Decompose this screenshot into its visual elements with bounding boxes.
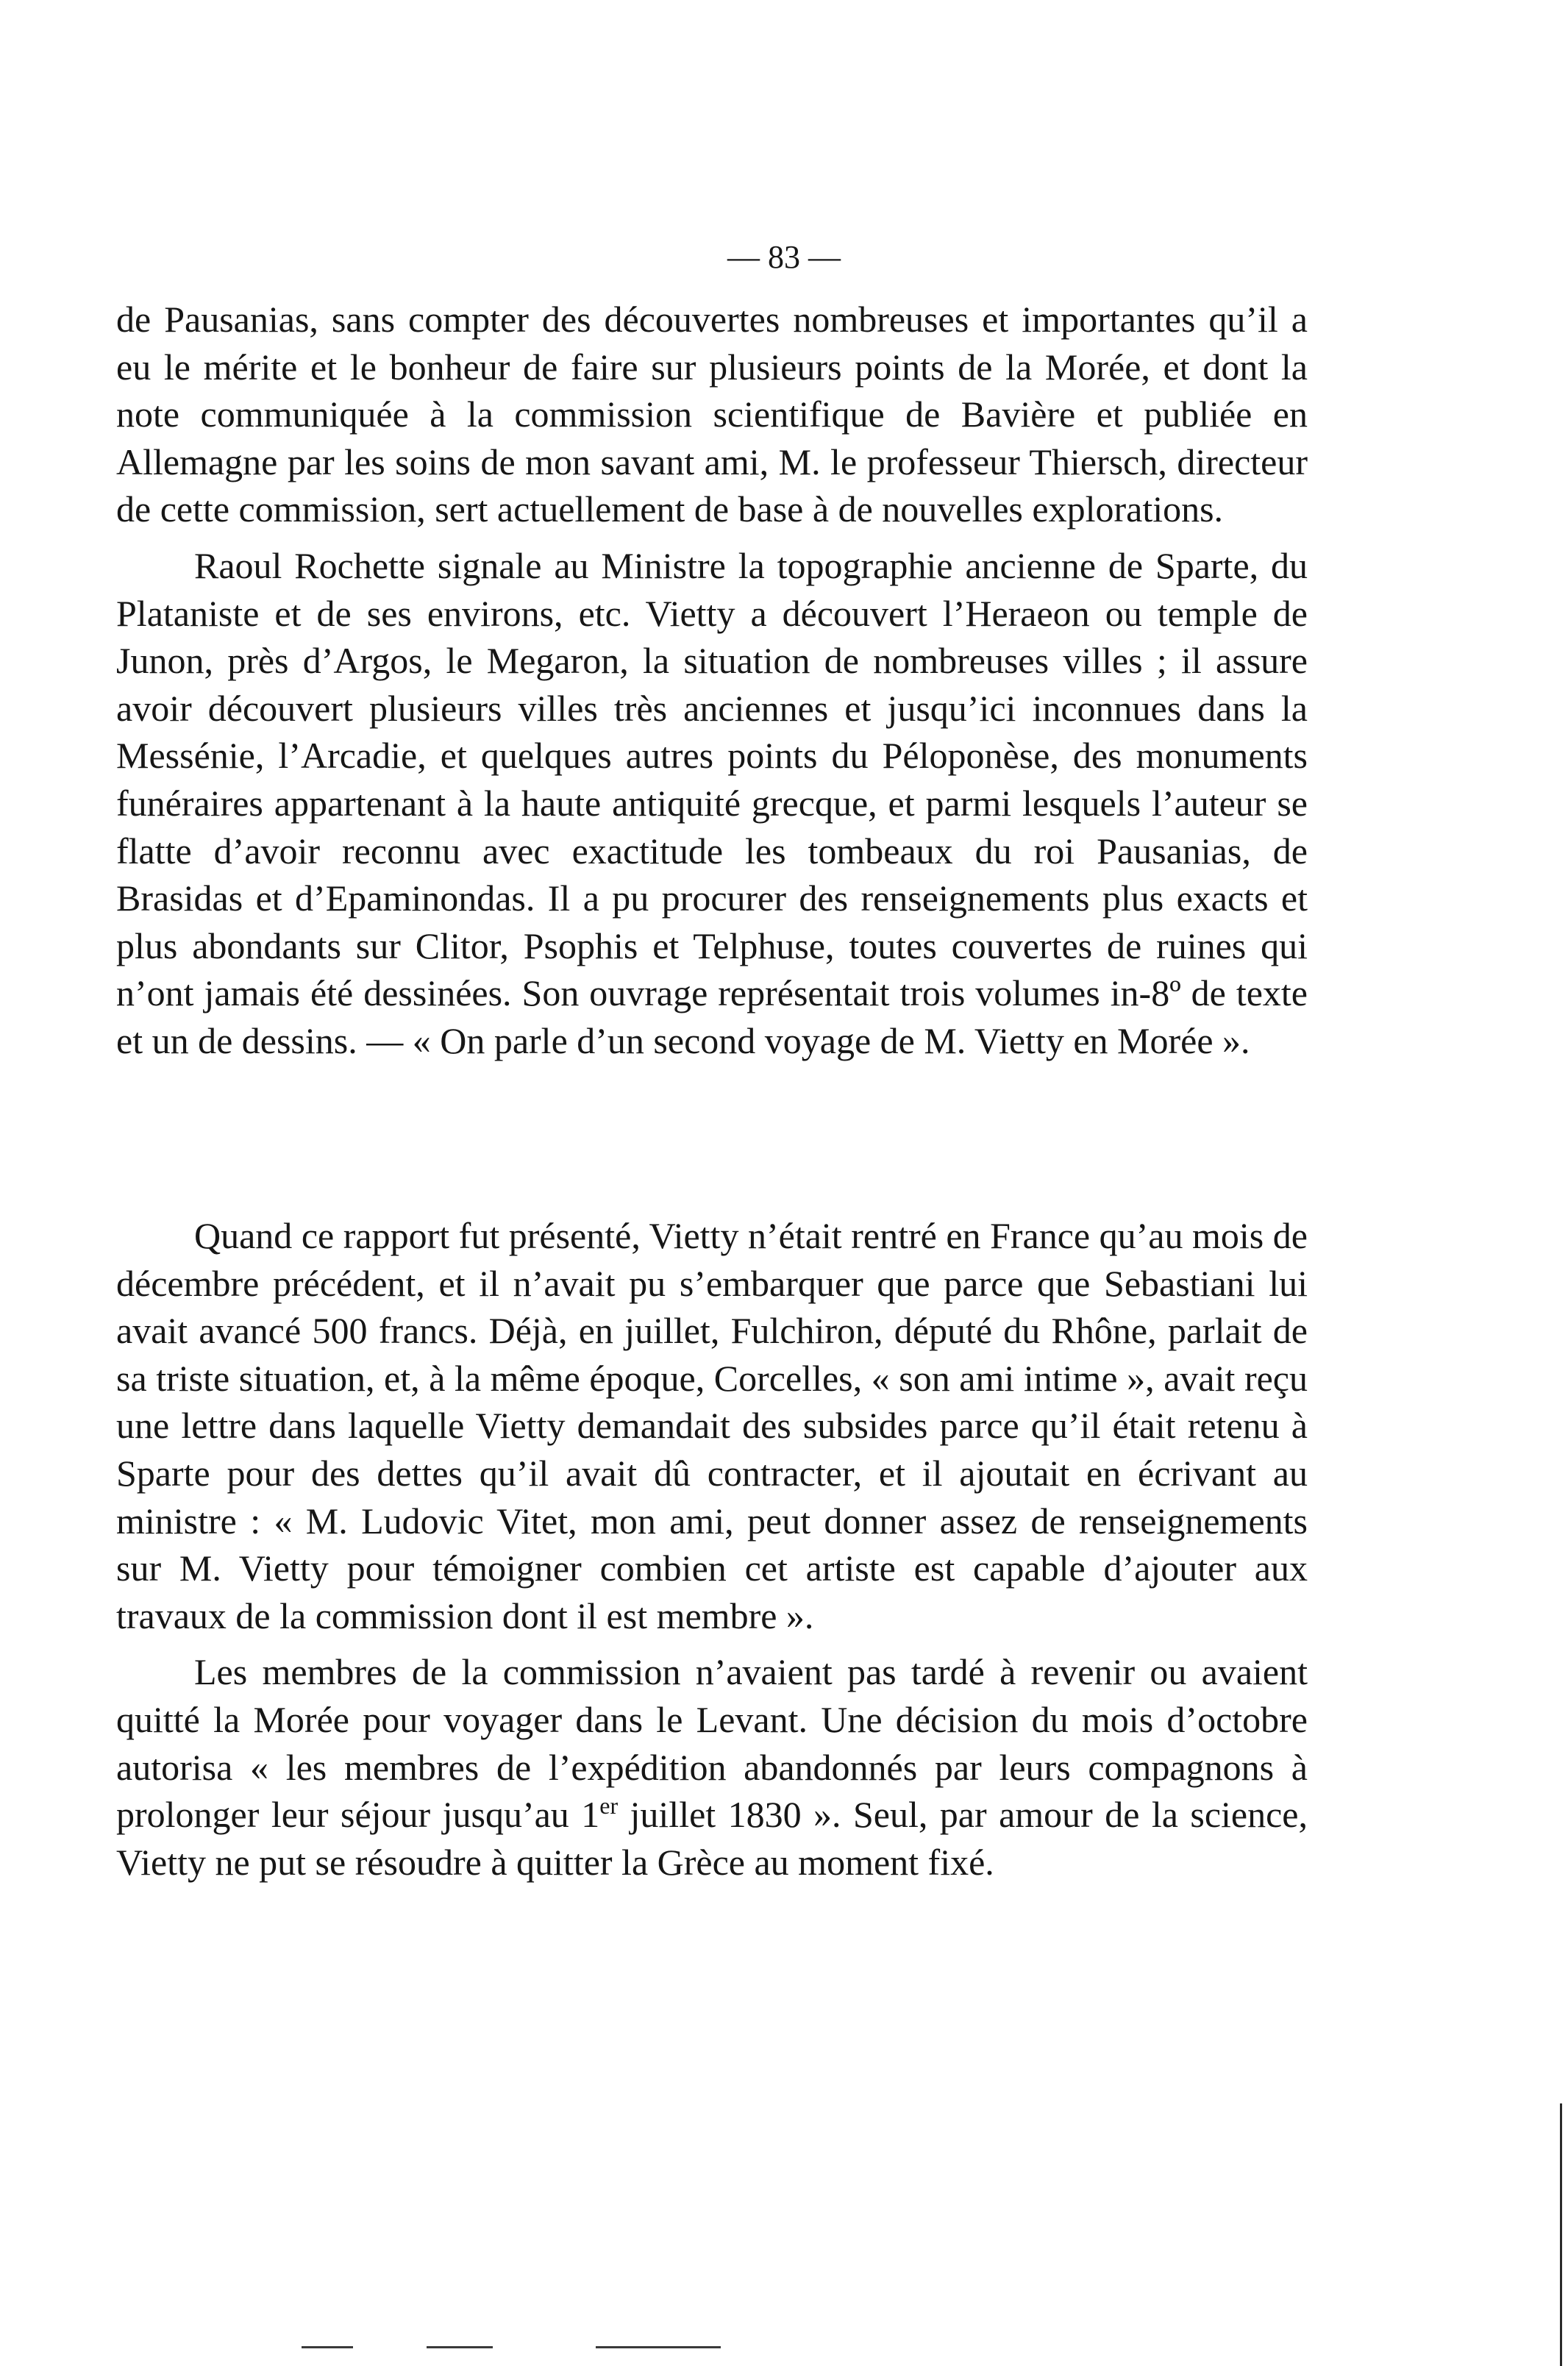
paragraph-continuation: de Pausanias, sans compter des découvertes nombreuses et importantes qu’il a eu le mérite et le bonheur de faire sur plusieurs points de la Morée, et dont la note communiquée à la commission scientifique de Bavière et publiée en Allemagne par les soins de mon savant ami, M. le professeur Thiersch, directeur de cette commission, sert actuellement de base à de nouvelles explorations. <box>116 299 1308 530</box>
text-block-top <box>116 296 1308 1065</box>
paragraph-commission-text-b: juillet 1830 ». Seul, par amour de la science, Vietty ne put se résoudre à quitter la Grèce au moment fixé. <box>116 1794 1308 1883</box>
scan-mark <box>427 2346 493 2348</box>
ordinal-superscript: er <box>599 1792 619 1820</box>
paragraph-commission <box>116 1648 1308 1886</box>
scan-mark <box>302 2346 353 2348</box>
scan-edge-line <box>1560 2103 1562 2366</box>
paragraph-raoul-rochette: Raoul Rochette signale au Ministre la topographie ancienne de Sparte, du Plataniste et de ses environs, etc. Vietty a découvert l’Heraeon ou temple de Junon, près d’Argos, le Megaron, la situation de nombreuses villes ; il assure avoir découvert plusieurs villes très anciennes et jusqu’ici inconnues dans la Messénie, l’Arcadie, et quelques autres points du Péloponèse, des monuments funéraires appartenant à la haute antiquité grecque, et parmi lesquels l’auteur se flatte d’avoir reconnu avec exactitude les tombeaux du roi Pausanias, de Brasidas et d’Epaminondas. Il a pu procurer des renseignements plus exacts et plus abondants sur Clitor, Psophis et Telphuse, toutes couvertes de ruines qui n’ont jamais été dessinées. Son ouvrage représentait trois volumes in-8º de texte et un de dessins. — « On parle d’un second voyage de M. Vietty en Morée ». <box>116 544 1308 1061</box>
text-block-bottom <box>116 1212 1308 1886</box>
paragraph-rapport: Quand ce rapport fut présenté, Vietty n’était rentré en France qu’au mois de décembre précédent, et il n’avait pu s’embarquer que parce que Sebastiani lui avait avancé 500 francs. Déjà, en juillet, Fulchiron, député du Rhône, parlait de sa triste situation, et, à la même époque, Corcelles, « son ami intime », avait reçu une lettre dans laquelle Vietty demandait des subsides parce qu’il était retenu à Sparte pour des dettes qu’il avait dû contracter, et il ajoutait en écrivant au ministre : « M. Ludovic Vitet, mon ami, peut donner assez de renseignements sur M. Vietty pour témoigner combien cet artiste est capable d’ajouter aux travaux de la commission dont il est membre ». <box>116 1215 1308 1636</box>
page-number: — 83 — <box>727 239 841 275</box>
paragraph-commission-text-a: Les membres de la commission n’avaient pas tardé à revenir ou avaient quitté la Morée pour voyager dans le Levant. Une décision du mois d’octobre autorisa « les membres de l’expédition abandonnés par leurs compagnons à prolonger leur séjour jusqu’au 1 <box>116 1651 1308 1836</box>
scan-mark <box>596 2346 721 2348</box>
